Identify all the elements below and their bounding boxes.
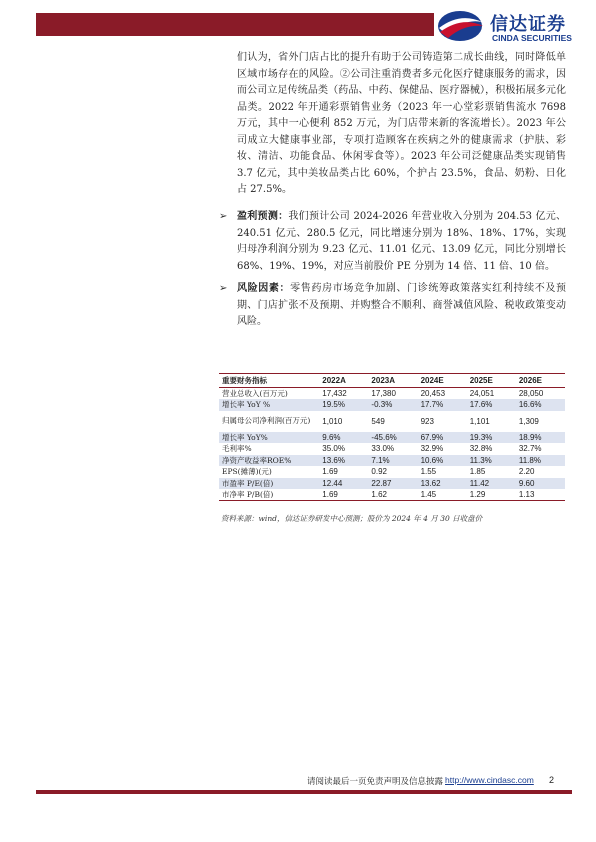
table-row-label: 市盈率 P/E(倍) [219, 478, 319, 490]
table-cell: 1,101 [469, 416, 490, 426]
table-cell: 12.44 [319, 478, 368, 490]
table-cell: 1.45 [418, 489, 467, 501]
table-cell: -0.3% [368, 399, 417, 411]
table-cell: 1.55 [420, 467, 437, 477]
table-row [219, 466, 565, 478]
logo-english-name: CINDA SECURITIES [492, 33, 572, 43]
logo-chinese-name: 信达证券 [490, 14, 566, 35]
earnings-forecast-bullet [219, 209, 566, 275]
table-cell: 2.20 [518, 467, 535, 477]
table-row [219, 489, 565, 501]
table-cell: 11.8% [516, 455, 565, 467]
table-cell: 0.92 [371, 467, 387, 477]
table-cell: 32.9% [420, 444, 444, 454]
table-header-cell: 2023A [368, 374, 417, 388]
footer-bar [36, 790, 572, 794]
table-row-label: 增长率 YoY % [219, 399, 319, 411]
table-cell: 11.3% [467, 455, 516, 467]
table-cell: 1.62 [368, 489, 417, 501]
table-header-row [219, 374, 565, 388]
company-logo [436, 8, 584, 48]
header-bar [36, 13, 434, 36]
table-cell: 19.3% [467, 432, 516, 444]
table-row [219, 411, 565, 432]
table-cell: 1.85 [469, 467, 486, 477]
table-cell: 32.7% [518, 444, 542, 454]
financial-indicators-table [219, 373, 565, 501]
body-paragraph: 们认为，省外门店占比的提升有助于公司铸造第二成长曲线，同时降低单区域市场存在的风险。②公司注重消费者多元化医疗健康服务的需求，因而公司立足传统品类（药品、中药、保健品、医疗器械），积极拓展多元化品类。2022 年开通彩票销售业务（2023 年一心堂彩票销售流水 7698 万元，其中一心便利 852 万元，为门店带来新的客流增长）。2023 年公司成立大健康事业部，专项打造顾客在疾病之外的健康需求（护肤、彩妆、清洁、功能食品、休闲零食等）。2023 年公司泛健康品类实现销售 3.7 亿元，其中美妆品类占比 60%，个护占 23.5%，食品、奶粉、日化占 27.5%。 [237, 52, 566, 195]
table-row-label: 市净率 P/B(倍) [219, 489, 319, 501]
table-header-cell: 2026E [516, 374, 565, 388]
table-header-cell: 重要财务指标 [219, 374, 319, 388]
table-cell: 24,051 [469, 389, 495, 398]
table-row [219, 432, 565, 444]
table-cell: 13.62 [418, 478, 467, 490]
bullet-title: 盈利预测： [237, 211, 289, 222]
table-cell: 11.42 [467, 478, 516, 490]
table-row [219, 478, 565, 490]
table-cell: 18.9% [516, 432, 565, 444]
table-cell: 1.69 [322, 467, 338, 477]
footer-website-link[interactable]: http://www.cindasc.com [445, 775, 534, 785]
table-cell: 1.29 [467, 489, 516, 501]
table-cell: 67.9% [418, 432, 467, 444]
table-cell: 1,010 [322, 416, 343, 426]
table-cell: 28,050 [518, 389, 544, 398]
bullet-arrow-icon: ➢ [219, 283, 228, 294]
table-cell: 1.13 [516, 489, 565, 501]
table-cell: 17,432 [322, 389, 347, 398]
table-header-cell: 2025E [467, 374, 516, 388]
bullet-arrow-icon: ➢ [219, 211, 228, 222]
table-row-label: 增长率 YoY% [219, 432, 319, 444]
bullet-text: 零售药房市场竞争加剧、门诊统筹政策落实红利持续不及预期、门店扩张不及预期、并购整合不顺利、商誉减值风险、税收政策变动风险。 [237, 283, 567, 327]
table-row [219, 443, 565, 455]
table-cell: -45.6% [368, 432, 417, 444]
table-cell: 7.1% [368, 455, 417, 467]
table-cell: 20,453 [420, 389, 446, 398]
cinda-logo-icon [436, 8, 486, 44]
table-cell: 1,309 [518, 416, 539, 426]
table-cell: 19.5% [319, 399, 368, 411]
table-row [219, 455, 565, 467]
table-cell: 35.0% [322, 444, 345, 454]
table-header-cell: 2024E [418, 374, 467, 388]
table-cell: 22.87 [368, 478, 417, 490]
table-row-label: 归属母公司净利润(百万元) [222, 416, 311, 425]
table-row-label: 营业总收入(百万元) [222, 389, 288, 398]
table-cell: 17,380 [371, 389, 396, 398]
table-cell: 10.6% [418, 455, 467, 467]
table-cell: 13.6% [319, 455, 368, 467]
table-row-label: 毛利率% [222, 444, 252, 454]
table-cell: 17.6% [467, 399, 516, 411]
table-source-note: 资料来源：wind，信达证券研发中心预测；股价为 2024 年 4 月 30 日收盘价 [221, 514, 483, 523]
table-row [219, 388, 565, 400]
table-row [219, 399, 565, 411]
table-row-label: 净资产收益率ROE% [219, 455, 319, 467]
table-row-label: EPS(摊薄)(元) [222, 467, 272, 477]
bullet-title: 风险因素： [237, 283, 291, 294]
table-cell: 1.69 [319, 489, 368, 501]
table-cell: 16.6% [516, 399, 565, 411]
table-cell: 549 [371, 416, 385, 426]
bullet-text: 我们预计公司 2024-2026 年营业收入分别为 204.53 亿元、240.51 亿元、280.5 亿元，同比增速分别为 18%、18%、17%，实现归母净利润分别为 9.23 亿元、11.01 亿元、13.09 亿元，同比分别增长 68%、19%、19%，对应当前股价 PE 分别为 14 倍、11 倍、10 倍。 [237, 211, 567, 272]
table-cell: 32.8% [469, 444, 493, 454]
table-cell: 923 [420, 416, 434, 426]
risk-factors-bullet [219, 281, 566, 331]
table-cell: 9.60 [516, 478, 565, 490]
table-header-cell: 2022A [319, 374, 368, 388]
page-number: 2 [549, 775, 555, 785]
footer-disclaimer: 请阅读最后一页免责声明及信息披露 [307, 777, 444, 787]
table-cell: 9.6% [319, 432, 368, 444]
table-cell: 33.0% [371, 444, 395, 454]
table-cell: 17.7% [418, 399, 467, 411]
